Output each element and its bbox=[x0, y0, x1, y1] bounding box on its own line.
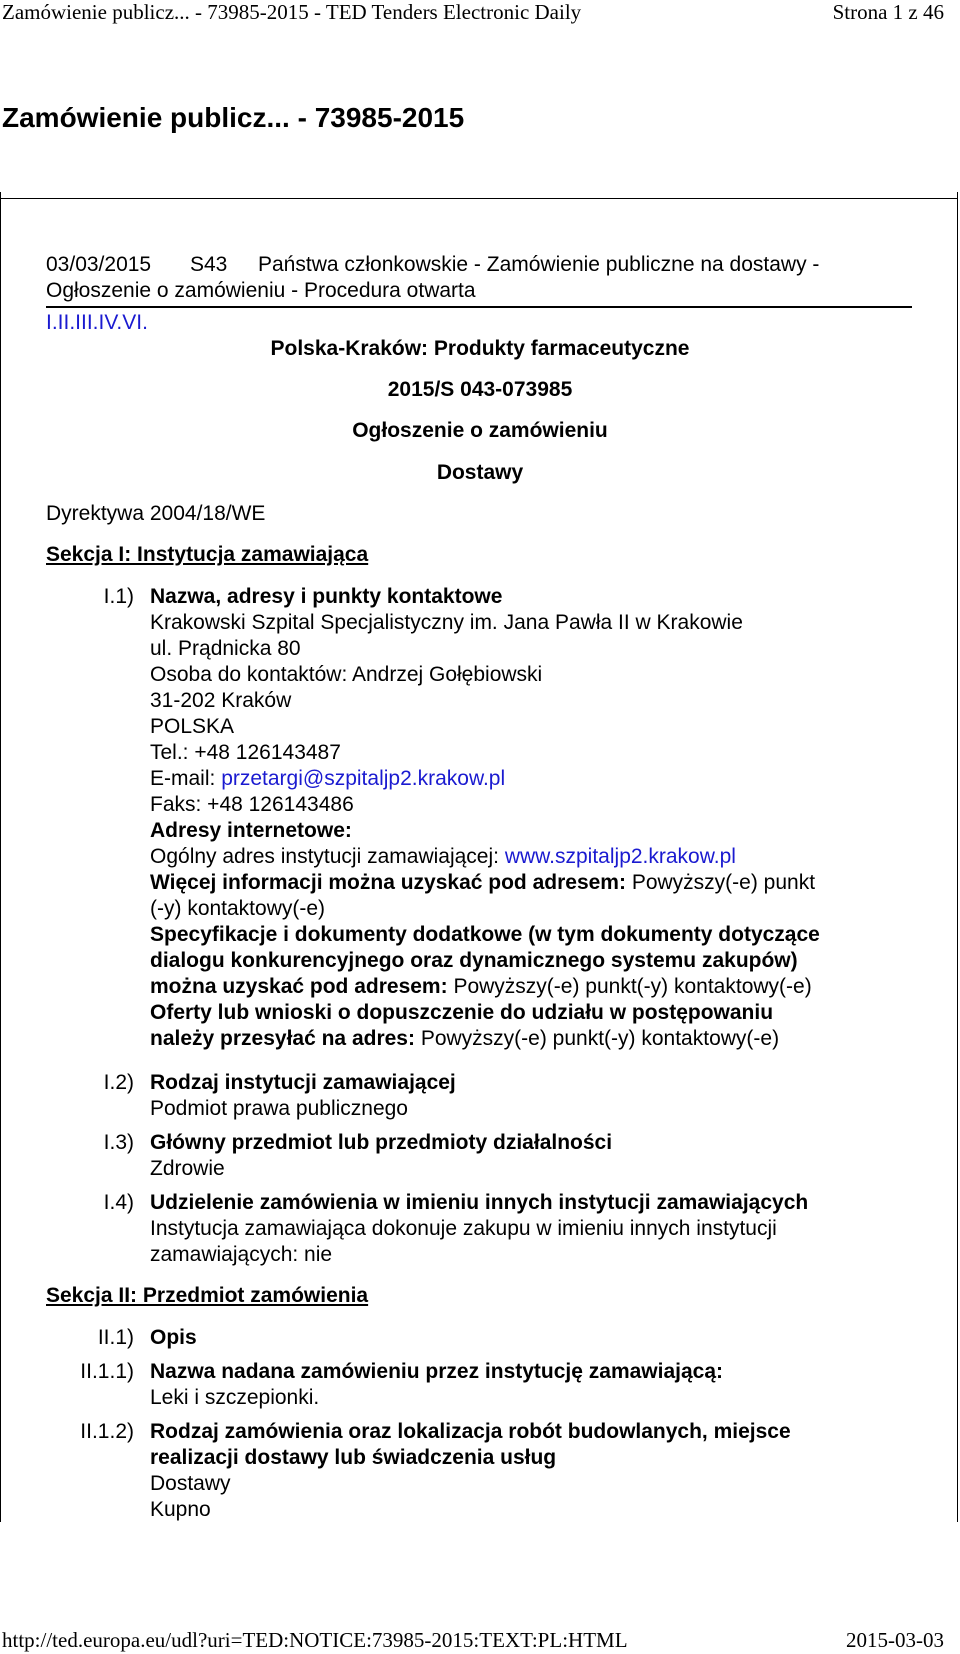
contracting-authority-name: Krakowski Szpital Specjalistyczny im. Jana Pawła II w Krakowie bbox=[150, 611, 743, 634]
item-value-ii11: Leki i szczepionki. bbox=[150, 1386, 320, 1409]
print-footer-date: 2015-03-03 bbox=[846, 1628, 944, 1652]
notice-date: 03/03/2015 bbox=[46, 253, 152, 276]
item-number-ii12: II.1.2) bbox=[80, 1420, 134, 1443]
spec-label-line3: można uzyskać pod adresem: bbox=[150, 975, 448, 998]
email-link[interactable]: przetargi@szpitaljp2.krakow.pl bbox=[221, 767, 506, 790]
item-value-ii12-line1: Dostawy bbox=[150, 1472, 231, 1495]
item-label-ii12-line1: Rodzaj zamówienia oraz lokalizacja robót budowlanych, miejsce bbox=[150, 1420, 791, 1443]
internet-addresses-label: Adresy internetowe: bbox=[150, 819, 352, 842]
postal-city: 31-202 Kraków bbox=[150, 689, 292, 712]
spec-label-line2: dialogu konkurencyjnego oraz dynamicznego systemu zakupów) bbox=[150, 949, 798, 972]
fax: Faks: +48 126143486 bbox=[150, 793, 354, 816]
item-value-i3: Zdrowie bbox=[150, 1157, 225, 1180]
telephone: Tel.: +48 126143487 bbox=[150, 741, 341, 764]
directive: Dyrektywa 2004/18/WE bbox=[46, 502, 266, 525]
more-info-label: Więcej informacji można uzyskać pod adresem: bbox=[150, 871, 626, 894]
offers-label-line1: Oferty lub wnioski o dopuszczenie do udziału w postępowaniu bbox=[150, 1001, 774, 1024]
item-value-i4-line1: Instytucja zamawiająca dokonuje zakupu w imieniu innych instytucji bbox=[150, 1217, 777, 1240]
more-info-row bbox=[150, 870, 815, 896]
notice-type: Ogłoszenie o zamówieniu bbox=[352, 419, 608, 442]
street-address: ul. Prądnicka 80 bbox=[150, 637, 301, 660]
section-2-title: Sekcja II: Przedmiot zamówienia bbox=[46, 1284, 369, 1307]
item-number-i1: I.1) bbox=[103, 585, 134, 608]
country: POLSKA bbox=[150, 715, 235, 738]
item-number-ii1: II.1) bbox=[97, 1326, 134, 1349]
item-value-i2: Podmiot prawa publicznego bbox=[150, 1097, 408, 1120]
more-info-value: Powyższy(-e) punkt bbox=[631, 871, 816, 894]
frame-top-border bbox=[0, 198, 958, 199]
item-label-ii11: Nazwa nadana zamówieniu przez instytucję zamawiającą: bbox=[150, 1360, 724, 1383]
document-title: Zamówienie publicz... - 73985-2015 bbox=[2, 102, 465, 133]
section-nav-link[interactable]: I.II.III.IV.VI. bbox=[46, 311, 148, 334]
print-footer-url: http://ted.europa.eu/udl?uri=TED:NOTICE:73985-2015:TEXT:PL:HTML bbox=[2, 1628, 628, 1652]
more-info-value-cont: (-y) kontaktowy(-e) bbox=[150, 897, 326, 920]
general-address-label: Ogólny adres instytucji zamawiającej: bbox=[150, 845, 499, 868]
item-number-ii11: II.1.1) bbox=[80, 1360, 134, 1383]
item-number-i2: I.2) bbox=[103, 1071, 134, 1094]
offers-label-line2: należy przesyłać na adres: bbox=[150, 1027, 415, 1050]
item-label-i3: Główny przedmiot lub przedmioty działalności bbox=[150, 1131, 613, 1154]
spec-label-line1: Specyfikacje i dokumenty dodatkowe (w tym dokumenty dotyczące bbox=[150, 923, 820, 946]
item-label-ii12-line2: realizacji dostawy lub świadczenia usług bbox=[150, 1446, 557, 1469]
offers-row bbox=[150, 1026, 779, 1052]
print-header-page-counter: Strona 1 z 46 bbox=[832, 0, 944, 24]
section-1-title: Sekcja I: Instytucja zamawiająca bbox=[46, 543, 369, 566]
item-number-i4: I.4) bbox=[103, 1191, 134, 1214]
item-label-i1: Nazwa, adresy i punkty kontaktowe bbox=[150, 585, 503, 608]
item-label-ii1: Opis bbox=[150, 1326, 197, 1349]
email-row bbox=[150, 766, 505, 792]
general-address-row bbox=[150, 844, 736, 870]
contact-person: Osoba do kontaktów: Andrzej Gołębiowski bbox=[150, 663, 543, 686]
item-label-i2: Rodzaj instytucji zamawiającej bbox=[150, 1071, 456, 1094]
item-number-i3: I.3) bbox=[103, 1131, 134, 1154]
notice-meta-line2: Ogłoszenie o zamówieniu - Procedura otwarta bbox=[46, 279, 476, 302]
print-header-title: Zamówienie publicz... - 73985-2015 - TED Tenders Electronic Daily bbox=[2, 0, 582, 24]
notice-series: S43 bbox=[190, 253, 228, 276]
spec-value: Powyższy(-e) punkt(-y) kontaktowy(-e) bbox=[453, 975, 812, 998]
notice-title: Polska-Kraków: Produkty farmaceutyczne bbox=[270, 337, 690, 360]
meta-divider bbox=[46, 306, 912, 308]
item-label-i4: Udzielenie zamówienia w imieniu innych instytucji zamawiających bbox=[150, 1191, 809, 1214]
email-label: E-mail: bbox=[150, 767, 216, 790]
general-address-link[interactable]: www.szpitaljp2.krakow.pl bbox=[504, 845, 736, 868]
item-value-i4-line2: zamawiających: nie bbox=[150, 1243, 333, 1266]
item-value-ii12-line2: Kupno bbox=[150, 1498, 211, 1521]
offers-value: Powyższy(-e) punkt(-y) kontaktowy(-e) bbox=[420, 1027, 780, 1050]
spec-row bbox=[150, 974, 812, 1000]
notice-kind: Dostawy bbox=[436, 461, 524, 484]
notice-meta-line1: Państwa członkowskie - Zamówienie publiczne na dostawy - bbox=[258, 253, 820, 276]
notice-number: 2015/S 043-073985 bbox=[387, 378, 573, 401]
